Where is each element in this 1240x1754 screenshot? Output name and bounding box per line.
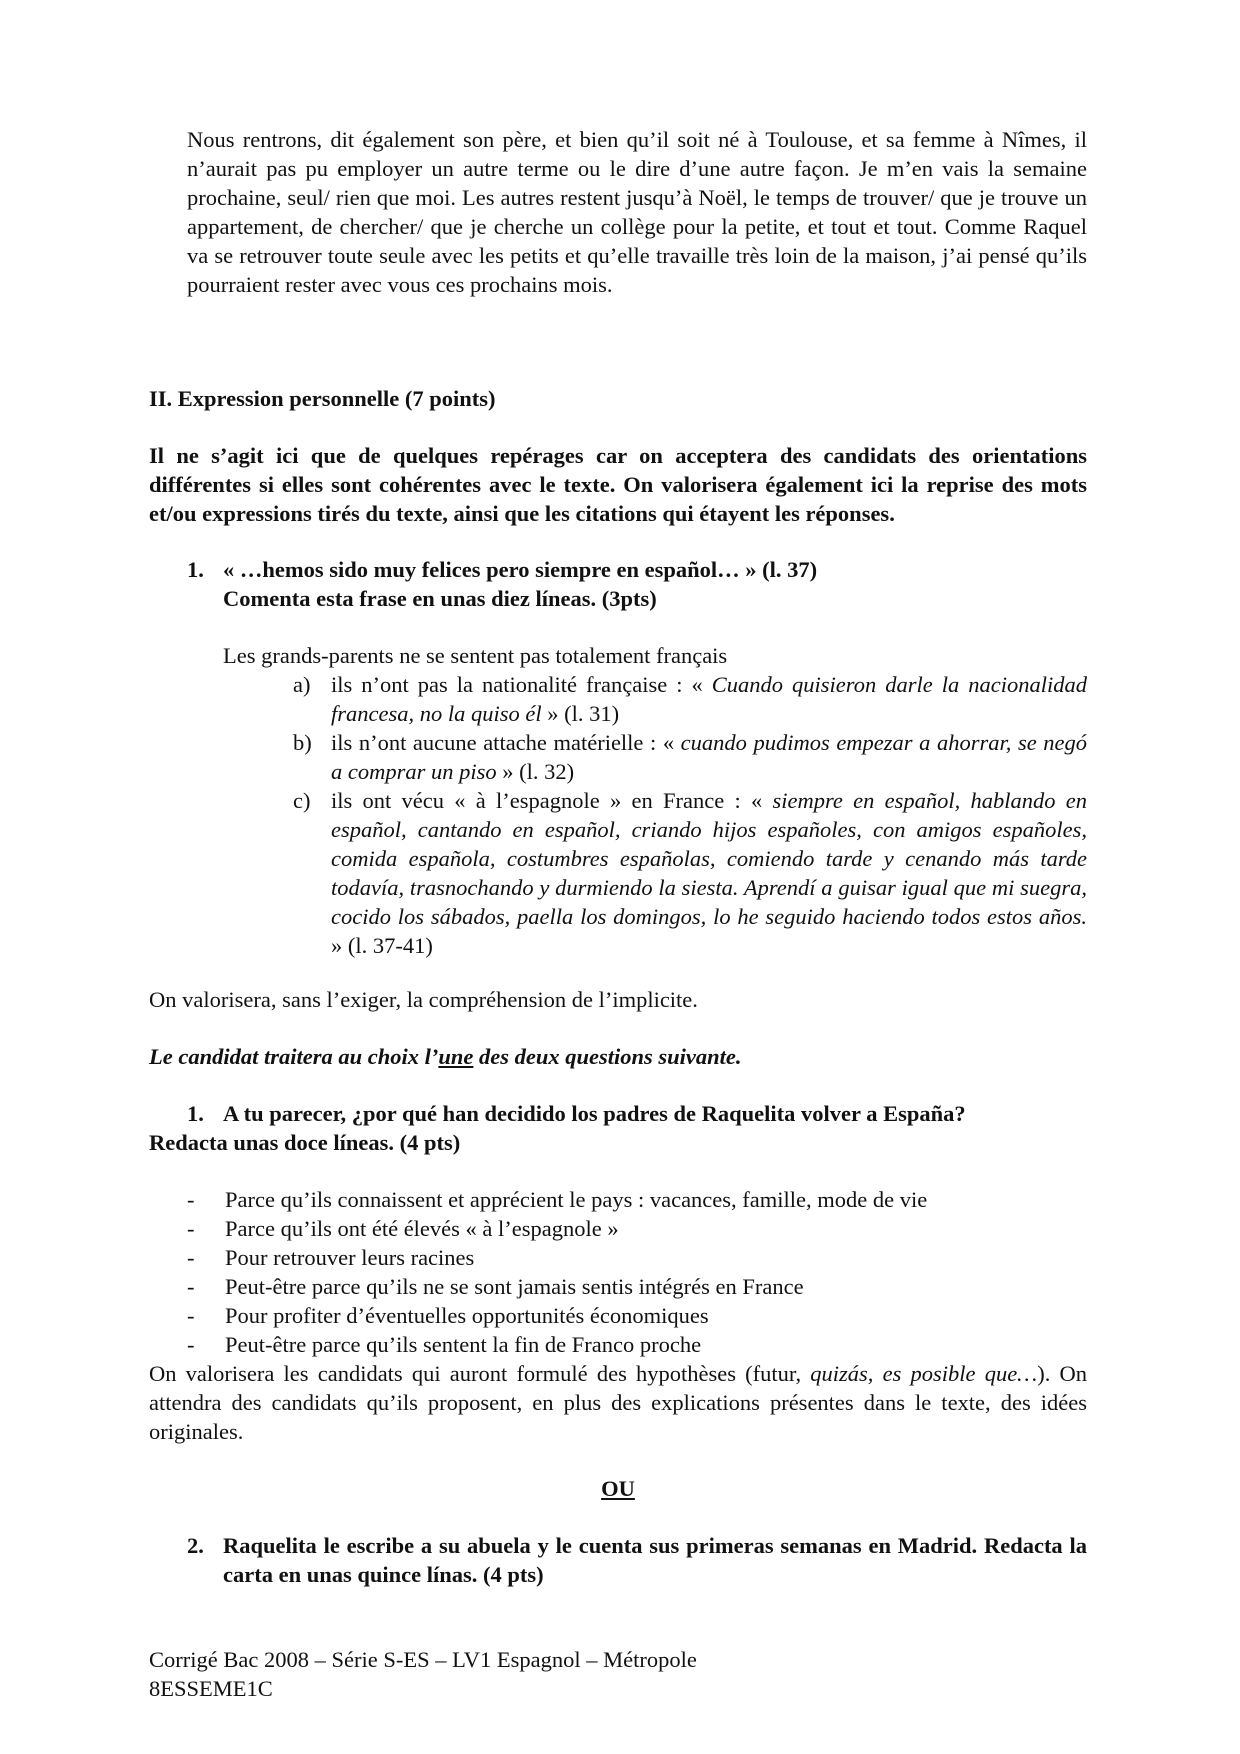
closing-before: On valorisera les candidats qui auront formulé des hypothèses (futur, xyxy=(149,1361,811,1386)
choice-note-underlined: une xyxy=(438,1044,474,1069)
choice-question-2-number: 2. xyxy=(187,1533,204,1558)
answer-item-b-ref: » (l. 32) xyxy=(496,759,575,784)
answer-item-a-quote: Cuando quisieron darle la nacionalidad francesa, no la quiso él xyxy=(331,672,1087,726)
grading-note: Il ne s’agit ici que de quelques repérages car on acceptera des candidats des orientations différentes si elles sont cohérentes avec le texte. On valorisera également ici la reprise des mots et/ou expressions tirés du texte, ainsi que les citations qui étayent les réponses. xyxy=(149,443,1087,526)
choice-question-1-line2: Redacta unas doce líneas. (4 pts) xyxy=(149,1130,461,1155)
question-1 xyxy=(187,555,1087,613)
closing-paragraph xyxy=(149,1359,1087,1446)
answer-item-a-label: a) xyxy=(293,672,311,697)
implicit-note: On valorisera, sans l’exiger, la compréhension de l’implicite. xyxy=(149,987,698,1012)
question-1-line2: Comenta esta frase en unas diez líneas. (3pts) xyxy=(223,586,657,611)
footer-line-1: Corrigé Bac 2008 – Série S-ES – LV1 Espagnol – Métropole xyxy=(149,1647,697,1672)
choice-note xyxy=(149,1042,742,1071)
choice-note-before: Le candidat traitera au choix l’ xyxy=(149,1044,439,1069)
answer-item-b-label: b) xyxy=(293,730,312,755)
question-1-answer-intro: Les grands-parents ne se sentent pas totalement français xyxy=(223,643,728,668)
answer-item-b xyxy=(293,728,1087,786)
section-heading: II. Expression personnelle (7 points) xyxy=(149,386,496,411)
list-item-text: Parce qu’ils ont été élevés « à l’espagnole » xyxy=(225,1216,619,1241)
footer-line-2: 8ESSEME1C xyxy=(149,1676,273,1701)
list-item-text: Parce qu’ils connaissent et apprécient le pays : vacances, famille, mode de vie xyxy=(225,1187,928,1212)
answer-item-c xyxy=(293,786,1087,960)
question-1-number: 1. xyxy=(187,557,204,582)
answer-item-b-text: ils n’ont aucune attache matérielle : « xyxy=(331,730,681,755)
dash-marker: - xyxy=(187,1245,195,1270)
footer xyxy=(149,1645,697,1703)
choice-question-1-line1: A tu parecer, ¿por qué han decidido los padres de Raquelita volver a España? xyxy=(223,1101,966,1126)
answer-item-c-text: ils ont vécu « à l’espagnole » en France : « xyxy=(331,788,773,813)
choice-question-1 xyxy=(149,1099,1087,1157)
dash-marker: - xyxy=(187,1274,195,1299)
answer-item-a xyxy=(293,670,1087,728)
answer-item-b-quote: cuando pudimos empezar a ahorrar, se negó a comprar un piso xyxy=(331,730,1088,784)
closing-italic: quizás, es posible que… xyxy=(810,1361,1038,1386)
answer-item-c-label: c) xyxy=(293,788,311,813)
list-item-text: Pour retrouver leurs racines xyxy=(225,1245,475,1270)
choice-question-1-number: 1. xyxy=(187,1101,204,1126)
list-item-text: Peut-être parce qu’ils ne se sont jamais sentis intégrés en France xyxy=(225,1274,804,1299)
intro-paragraph: Nous rentrons, dit également son père, et bien qu’il soit né à Toulouse, et sa femme à Nîmes, il n’aurait pas pu employer un autre terme ou le dire d’une autre façon. Je m’en vais la semaine prochaine, seul/ rien que moi. Les autres restent jusqu’à Noël, le temps de trouver/ que je trouve un appartement, de chercher/ que je cherche un collège pour la petite, et tout et tout. Comme Raquel va se retrouver toute seule avec les petits et qu’elle travaille très loin de la maison, j’ai pensé qu’ils pourraient rester avec vous ces prochains mois. xyxy=(187,127,1087,297)
dash-marker: - xyxy=(187,1332,195,1357)
list-item-text: Pour profiter d’éventuelles opportunités économiques xyxy=(225,1303,709,1328)
or-separator xyxy=(149,1474,1087,1503)
list-item-text: Peut-être parce qu’ils sentent la fin de Franco proche xyxy=(225,1332,702,1357)
answer-item-a-ref: » (l. 31) xyxy=(541,701,620,726)
dash-marker: - xyxy=(187,1216,195,1241)
dash-marker: - xyxy=(187,1187,195,1212)
answer-item-a-text: ils n’ont pas la nationalité française : « xyxy=(331,672,712,697)
answer-item-c-ref: » (l. 37-41) xyxy=(331,933,433,958)
answer-item-c-quote: siempre en español, hablando en español, cantando en español, criando hijos españoles, con amigos españoles, comida española, costumbres españolas, comiendo tarde y cenando más tarde todavía, trasnochando y durmiendo la siesta. Aprendí a guisar igual que mi suegra, cocido los sábados, paella los domingos, lo he seguido haciendo todos estos años. xyxy=(331,788,1087,929)
dash-marker: - xyxy=(187,1303,195,1328)
closing-after: ). On attendra des candidats qu’ils proposent, en plus des explications présentes dans le texte, des idées originales. xyxy=(149,1361,1087,1444)
choice-question-2 xyxy=(187,1531,1087,1589)
question-1-line1: « …hemos sido muy felices pero siempre en español… » (l. 37) xyxy=(223,557,818,582)
or-label: OU xyxy=(601,1476,635,1501)
choice-question-2-text: Raquelita le escribe a su abuela y le cuenta sus primeras semanas en Madrid. Redacta la carta en unas quince línas. (4 pts) xyxy=(223,1533,1087,1587)
choice-note-after: des deux questions suivante. xyxy=(473,1044,742,1069)
